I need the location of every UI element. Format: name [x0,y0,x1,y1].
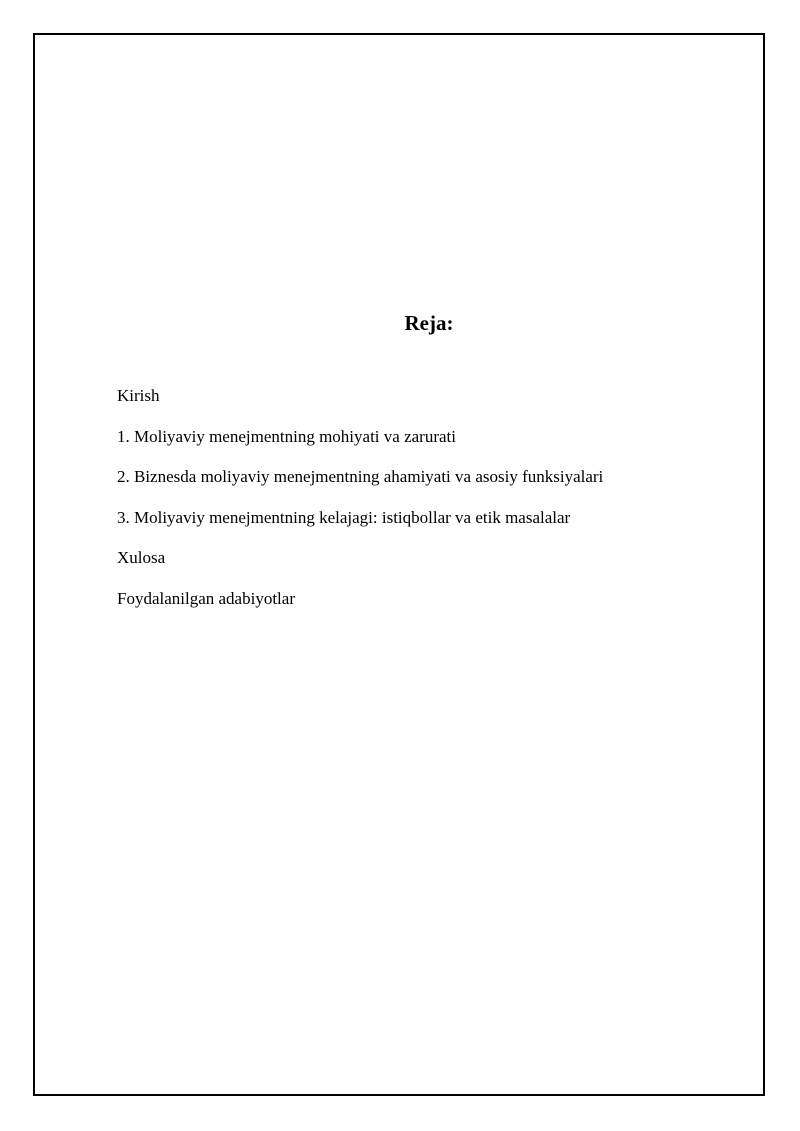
page-border [33,33,765,1096]
toc-item-chapter-3: 3. Moliyaviy menejmentning kelajagi: istiqbollar va etik masalalar [117,507,571,527]
page-title: Reja: [404,311,454,335]
toc-item-introduction: Kirish [117,386,160,405]
toc-item-chapter-1: 1. Moliyaviy menejmentning mohiyati va zarurati [117,426,456,446]
table-of-contents [117,385,603,628]
toc-item-conclusion: Xulosa [117,548,166,567]
toc-item-references: Foydalanilgan adabiyotlar [117,588,295,608]
toc-item-chapter-2: 2. Biznesda moliyaviy menejmentning ahamiyati va asosiy funksiyalari [117,467,604,486]
